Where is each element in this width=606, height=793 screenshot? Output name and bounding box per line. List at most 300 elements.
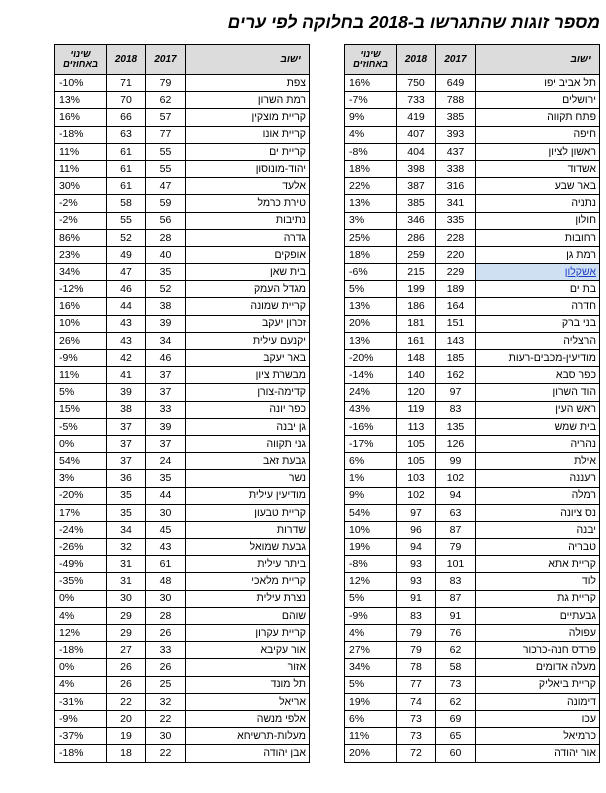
city-cell: חדרה <box>476 298 600 315</box>
table-row <box>345 178 600 195</box>
table-row <box>345 143 600 160</box>
city-cell: רחובות <box>476 229 600 246</box>
city-cell: אלפי מנשה <box>186 710 310 727</box>
table-row <box>55 178 310 195</box>
value-2017-cell: 228 <box>436 229 476 246</box>
value-2017-cell: 97 <box>436 384 476 401</box>
table-row <box>55 143 310 160</box>
value-2017-cell: 94 <box>436 487 476 504</box>
change-percent-cell: 10% <box>55 315 107 332</box>
city-cell: דימונה <box>476 693 600 710</box>
value-2017-cell: 162 <box>436 367 476 384</box>
value-2017-cell: 28 <box>146 607 186 624</box>
change-percent-cell: 34% <box>345 659 397 676</box>
value-2017-cell: 316 <box>436 178 476 195</box>
highlighted-city-label: אשקלון <box>564 265 596 278</box>
value-2017-cell: 37 <box>146 384 186 401</box>
value-2017-cell: 87 <box>436 521 476 538</box>
table-row <box>55 504 310 521</box>
value-2017-cell: 220 <box>436 246 476 263</box>
value-2017-cell: 62 <box>436 642 476 659</box>
column-header-city: ישוב <box>476 45 600 75</box>
city-cell: נס ציונה <box>476 504 600 521</box>
value-2017-cell: 788 <box>436 92 476 109</box>
value-2017-cell: 37 <box>146 435 186 452</box>
value-2018-cell: 78 <box>397 659 436 676</box>
table-row <box>55 401 310 418</box>
city-cell: בית שמש <box>476 418 600 435</box>
change-percent-cell: -9% <box>55 350 107 367</box>
value-2017-cell: 76 <box>436 625 476 642</box>
value-2018-cell: 63 <box>107 126 146 143</box>
change-percent-cell: 11% <box>55 367 107 384</box>
table-row <box>55 728 310 745</box>
change-percent-cell: 3% <box>55 470 107 487</box>
change-percent-cell: 54% <box>55 453 107 470</box>
column-header-2017: 2017 <box>146 45 186 75</box>
table-row <box>55 109 310 126</box>
value-2018-cell: 199 <box>397 281 436 298</box>
change-percent-cell: -17% <box>345 435 397 452</box>
table-row <box>345 710 600 727</box>
value-2018-cell: 61 <box>107 143 146 160</box>
table-row <box>345 418 600 435</box>
city-cell: עפולה <box>476 625 600 642</box>
city-cell: שוהם <box>186 607 310 624</box>
value-2017-cell: 32 <box>146 693 186 710</box>
value-2018-cell: 26 <box>107 659 146 676</box>
change-percent-cell: 20% <box>345 315 397 332</box>
value-2017-cell: 57 <box>146 109 186 126</box>
page-title: מספר זוגות שהתגרשו ב-2018 בחלוקה לפי ערים <box>227 12 600 32</box>
city-cell: הוד השרון <box>476 384 600 401</box>
city-cell: נצרת עילית <box>186 590 310 607</box>
city-cell: מגדל העמק <box>186 281 310 298</box>
value-2017-cell: 60 <box>436 745 476 762</box>
city-cell: מודיעין-מכבים-רעות <box>476 350 600 367</box>
value-2018-cell: 29 <box>107 607 146 624</box>
change-percent-cell: 13% <box>55 92 107 109</box>
city-cell: כפר סבא <box>476 367 600 384</box>
value-2018-cell: 22 <box>107 693 146 710</box>
city-cell: טבריה <box>476 539 600 556</box>
change-percent-cell: -18% <box>55 642 107 659</box>
change-percent-cell: 13% <box>345 195 397 212</box>
value-2017-cell: 24 <box>146 453 186 470</box>
change-percent-cell: -10% <box>55 75 107 92</box>
change-percent-cell: 4% <box>345 126 397 143</box>
table-row <box>345 401 600 418</box>
change-percent-cell: 34% <box>55 264 107 281</box>
value-2017-cell: 35 <box>146 264 186 281</box>
value-2018-cell: 66 <box>107 109 146 126</box>
value-2018-cell: 181 <box>397 315 436 332</box>
change-percent-cell: 23% <box>55 246 107 263</box>
change-percent-cell: -18% <box>55 745 107 762</box>
city-cell: קריית אתא <box>476 556 600 573</box>
value-2017-cell: 55 <box>146 143 186 160</box>
city-cell: רמת השרון <box>186 92 310 109</box>
city-cell: יהוד-מונוסון <box>186 160 310 177</box>
city-cell: אילת <box>476 453 600 470</box>
value-2017-cell: 126 <box>436 435 476 452</box>
change-percent-cell: 15% <box>55 401 107 418</box>
table-row <box>55 745 310 762</box>
city-cell: הרצליה <box>476 332 600 349</box>
table-row <box>345 607 600 624</box>
city-cell: קריית שמונה <box>186 298 310 315</box>
value-2018-cell: 733 <box>397 92 436 109</box>
table-row <box>345 745 600 762</box>
table-row <box>345 109 600 126</box>
value-2018-cell: 31 <box>107 573 146 590</box>
table-row <box>345 229 600 246</box>
value-2018-cell: 37 <box>107 435 146 452</box>
value-2017-cell: 30 <box>146 590 186 607</box>
city-cell: פרדס חנה-כרכור <box>476 642 600 659</box>
city-cell: צפת <box>186 75 310 92</box>
change-percent-cell: -26% <box>55 539 107 556</box>
change-percent-cell: 13% <box>345 332 397 349</box>
city-cell: נשר <box>186 470 310 487</box>
change-percent-cell: 5% <box>55 384 107 401</box>
value-2018-cell: 43 <box>107 332 146 349</box>
value-2018-cell: 73 <box>397 728 436 745</box>
value-2017-cell: 338 <box>436 160 476 177</box>
change-percent-cell: 0% <box>55 435 107 452</box>
value-2018-cell: 286 <box>397 229 436 246</box>
divorce-table-left <box>54 44 310 763</box>
city-cell: אזור <box>186 659 310 676</box>
value-2017-cell: 30 <box>146 728 186 745</box>
value-2017-cell: 44 <box>146 487 186 504</box>
city-cell: פתח תקווה <box>476 109 600 126</box>
value-2017-cell: 22 <box>146 745 186 762</box>
value-2018-cell: 42 <box>107 350 146 367</box>
table-row <box>55 625 310 642</box>
table-row <box>55 92 310 109</box>
value-2017-cell: 335 <box>436 212 476 229</box>
change-percent-cell: 30% <box>55 178 107 195</box>
city-cell: מעלות-תרשיחא <box>186 728 310 745</box>
city-cell: באר שבע <box>476 178 600 195</box>
value-2018-cell: 49 <box>107 246 146 263</box>
city-cell: קריית מוצקין <box>186 109 310 126</box>
city-cell: בני ברק <box>476 315 600 332</box>
value-2017-cell: 39 <box>146 418 186 435</box>
city-cell: נהריה <box>476 435 600 452</box>
table-row <box>55 246 310 263</box>
value-2018-cell: 77 <box>397 676 436 693</box>
value-2017-cell: 102 <box>436 470 476 487</box>
table-row <box>55 212 310 229</box>
value-2017-cell: 73 <box>436 676 476 693</box>
change-percent-cell: 11% <box>345 728 397 745</box>
value-2018-cell: 215 <box>397 264 436 281</box>
change-percent-cell: 12% <box>345 573 397 590</box>
value-2017-cell: 26 <box>146 625 186 642</box>
value-2017-cell: 30 <box>146 504 186 521</box>
change-percent-cell: 20% <box>345 745 397 762</box>
column-header-2018: 2018 <box>107 45 146 75</box>
table-row <box>55 126 310 143</box>
value-2018-cell: 27 <box>107 642 146 659</box>
divorce-table-right <box>344 44 600 763</box>
change-percent-cell: -31% <box>55 693 107 710</box>
value-2018-cell: 93 <box>397 556 436 573</box>
city-cell: אשדוד <box>476 160 600 177</box>
city-cell: ראשון לציון <box>476 143 600 160</box>
table-row <box>55 607 310 624</box>
table-row <box>345 590 600 607</box>
value-2017-cell: 48 <box>146 573 186 590</box>
table-row <box>345 298 600 315</box>
change-percent-cell: 11% <box>55 143 107 160</box>
value-2017-cell: 37 <box>146 367 186 384</box>
value-2017-cell: 393 <box>436 126 476 143</box>
value-2018-cell: 29 <box>107 625 146 642</box>
column-header-2017: 2017 <box>436 45 476 75</box>
value-2017-cell: 43 <box>146 539 186 556</box>
value-2018-cell: 31 <box>107 556 146 573</box>
table-row <box>345 693 600 710</box>
city-cell <box>476 264 600 281</box>
city-cell: עכו <box>476 710 600 727</box>
city-cell: יקנעם עילית <box>186 332 310 349</box>
table-row <box>55 470 310 487</box>
change-percent-cell: 22% <box>345 178 397 195</box>
table-row <box>345 350 600 367</box>
change-percent-cell: -16% <box>345 418 397 435</box>
city-cell: אור יהודה <box>476 745 600 762</box>
city-cell: קריית טבעון <box>186 504 310 521</box>
value-2017-cell: 83 <box>436 401 476 418</box>
column-header-2018: 2018 <box>397 45 436 75</box>
value-2017-cell: 34 <box>146 332 186 349</box>
value-2018-cell: 41 <box>107 367 146 384</box>
city-cell: תל אביב יפו <box>476 75 600 92</box>
city-cell: ביתר עילית <box>186 556 310 573</box>
table-row <box>345 75 600 92</box>
value-2018-cell: 38 <box>107 401 146 418</box>
change-percent-cell: 5% <box>345 676 397 693</box>
column-header-change: שינוי באחוזים <box>345 45 397 75</box>
value-2018-cell: 35 <box>107 487 146 504</box>
value-2018-cell: 97 <box>397 504 436 521</box>
change-percent-cell: -5% <box>55 418 107 435</box>
value-2018-cell: 72 <box>397 745 436 762</box>
table-row <box>55 315 310 332</box>
table-row <box>345 521 600 538</box>
value-2018-cell: 186 <box>397 298 436 315</box>
column-header-change: שינוי באחוזים <box>55 45 107 75</box>
city-cell: קריית עקרון <box>186 625 310 642</box>
change-percent-cell: 54% <box>345 504 397 521</box>
table-row <box>55 264 310 281</box>
value-2017-cell: 135 <box>436 418 476 435</box>
table-row <box>345 728 600 745</box>
city-cell: נתניה <box>476 195 600 212</box>
table-row <box>345 195 600 212</box>
change-percent-cell: 4% <box>55 676 107 693</box>
city-cell: בת ים <box>476 281 600 298</box>
city-cell: בית שאן <box>186 264 310 281</box>
value-2018-cell: 43 <box>107 315 146 332</box>
table-row <box>345 504 600 521</box>
value-2018-cell: 83 <box>397 607 436 624</box>
table-row <box>55 539 310 556</box>
table-row <box>55 350 310 367</box>
city-cell: גדרה <box>186 229 310 246</box>
change-percent-cell: -9% <box>55 710 107 727</box>
value-2018-cell: 113 <box>397 418 436 435</box>
value-2018-cell: 148 <box>397 350 436 367</box>
change-percent-cell: 18% <box>345 160 397 177</box>
city-cell: ראש העין <box>476 401 600 418</box>
table-row <box>55 75 310 92</box>
value-2017-cell: 164 <box>436 298 476 315</box>
value-2018-cell: 79 <box>397 625 436 642</box>
value-2017-cell: 65 <box>436 728 476 745</box>
table-row <box>345 92 600 109</box>
table-row <box>345 659 600 676</box>
change-percent-cell: -18% <box>55 126 107 143</box>
value-2018-cell: 44 <box>107 298 146 315</box>
value-2018-cell: 52 <box>107 229 146 246</box>
value-2017-cell: 22 <box>146 710 186 727</box>
value-2018-cell: 73 <box>397 710 436 727</box>
value-2018-cell: 47 <box>107 264 146 281</box>
city-cell: שדרות <box>186 521 310 538</box>
change-percent-cell: 19% <box>345 693 397 710</box>
value-2017-cell: 62 <box>436 693 476 710</box>
table-row <box>345 435 600 452</box>
table-row <box>345 281 600 298</box>
value-2017-cell: 437 <box>436 143 476 160</box>
value-2017-cell: 189 <box>436 281 476 298</box>
change-percent-cell: -20% <box>345 350 397 367</box>
value-2018-cell: 750 <box>397 75 436 92</box>
change-percent-cell: 11% <box>55 160 107 177</box>
table-row <box>55 418 310 435</box>
value-2018-cell: 74 <box>397 693 436 710</box>
value-2017-cell: 61 <box>146 556 186 573</box>
change-percent-cell: 1% <box>345 470 397 487</box>
table-row <box>55 573 310 590</box>
change-percent-cell: 0% <box>55 659 107 676</box>
city-cell: ירושלים <box>476 92 600 109</box>
city-cell: קדימה-צורן <box>186 384 310 401</box>
table-row <box>55 160 310 177</box>
city-cell: גבעתיים <box>476 607 600 624</box>
city-cell: באר יעקב <box>186 350 310 367</box>
change-percent-cell: 6% <box>345 453 397 470</box>
value-2018-cell: 19 <box>107 728 146 745</box>
city-cell: יבנה <box>476 521 600 538</box>
change-percent-cell: -12% <box>55 281 107 298</box>
value-2018-cell: 94 <box>397 539 436 556</box>
table-row <box>55 298 310 315</box>
city-cell: קריית אונו <box>186 126 310 143</box>
change-percent-cell: -14% <box>345 367 397 384</box>
city-cell: חיפה <box>476 126 600 143</box>
value-2017-cell: 185 <box>436 350 476 367</box>
table-row <box>345 642 600 659</box>
table-row <box>55 521 310 538</box>
value-2017-cell: 59 <box>146 195 186 212</box>
value-2017-cell: 62 <box>146 92 186 109</box>
value-2017-cell: 28 <box>146 229 186 246</box>
value-2017-cell: 40 <box>146 246 186 263</box>
value-2018-cell: 419 <box>397 109 436 126</box>
value-2017-cell: 26 <box>146 659 186 676</box>
change-percent-cell: 16% <box>55 298 107 315</box>
table-row <box>55 435 310 452</box>
table-row <box>55 676 310 693</box>
table-row <box>55 229 310 246</box>
value-2017-cell: 99 <box>436 453 476 470</box>
city-cell: רמלה <box>476 487 600 504</box>
change-percent-cell: 43% <box>345 401 397 418</box>
table-row <box>345 212 600 229</box>
table-row <box>345 246 600 263</box>
table-row <box>55 367 310 384</box>
city-cell: אופקים <box>186 246 310 263</box>
value-2018-cell: 385 <box>397 195 436 212</box>
value-2017-cell: 38 <box>146 298 186 315</box>
table-row <box>345 487 600 504</box>
table-row <box>345 367 600 384</box>
value-2018-cell: 55 <box>107 212 146 229</box>
value-2018-cell: 61 <box>107 178 146 195</box>
table-row <box>345 384 600 401</box>
table-row <box>345 453 600 470</box>
value-2018-cell: 79 <box>397 642 436 659</box>
value-2018-cell: 71 <box>107 75 146 92</box>
value-2018-cell: 35 <box>107 504 146 521</box>
value-2018-cell: 346 <box>397 212 436 229</box>
table-row <box>55 659 310 676</box>
value-2018-cell: 46 <box>107 281 146 298</box>
value-2018-cell: 34 <box>107 521 146 538</box>
change-percent-cell: -2% <box>55 212 107 229</box>
value-2018-cell: 36 <box>107 470 146 487</box>
table-row <box>55 195 310 212</box>
value-2018-cell: 93 <box>397 573 436 590</box>
table-row <box>55 453 310 470</box>
value-2017-cell: 91 <box>436 607 476 624</box>
city-cell: נתיבות <box>186 212 310 229</box>
table-row <box>55 710 310 727</box>
table-row <box>345 676 600 693</box>
value-2017-cell: 45 <box>146 521 186 538</box>
value-2017-cell: 385 <box>436 109 476 126</box>
change-percent-cell: -35% <box>55 573 107 590</box>
change-percent-cell: 24% <box>345 384 397 401</box>
change-percent-cell: -8% <box>345 143 397 160</box>
table-row <box>55 693 310 710</box>
city-cell: זכרון יעקב <box>186 315 310 332</box>
value-2018-cell: 20 <box>107 710 146 727</box>
change-percent-cell: 18% <box>345 246 397 263</box>
table-header-row <box>55 45 310 75</box>
value-2017-cell: 77 <box>146 126 186 143</box>
city-cell: גן יבנה <box>186 418 310 435</box>
table-row <box>345 315 600 332</box>
change-percent-cell: -2% <box>55 195 107 212</box>
change-percent-cell: 9% <box>345 487 397 504</box>
value-2017-cell: 79 <box>436 539 476 556</box>
